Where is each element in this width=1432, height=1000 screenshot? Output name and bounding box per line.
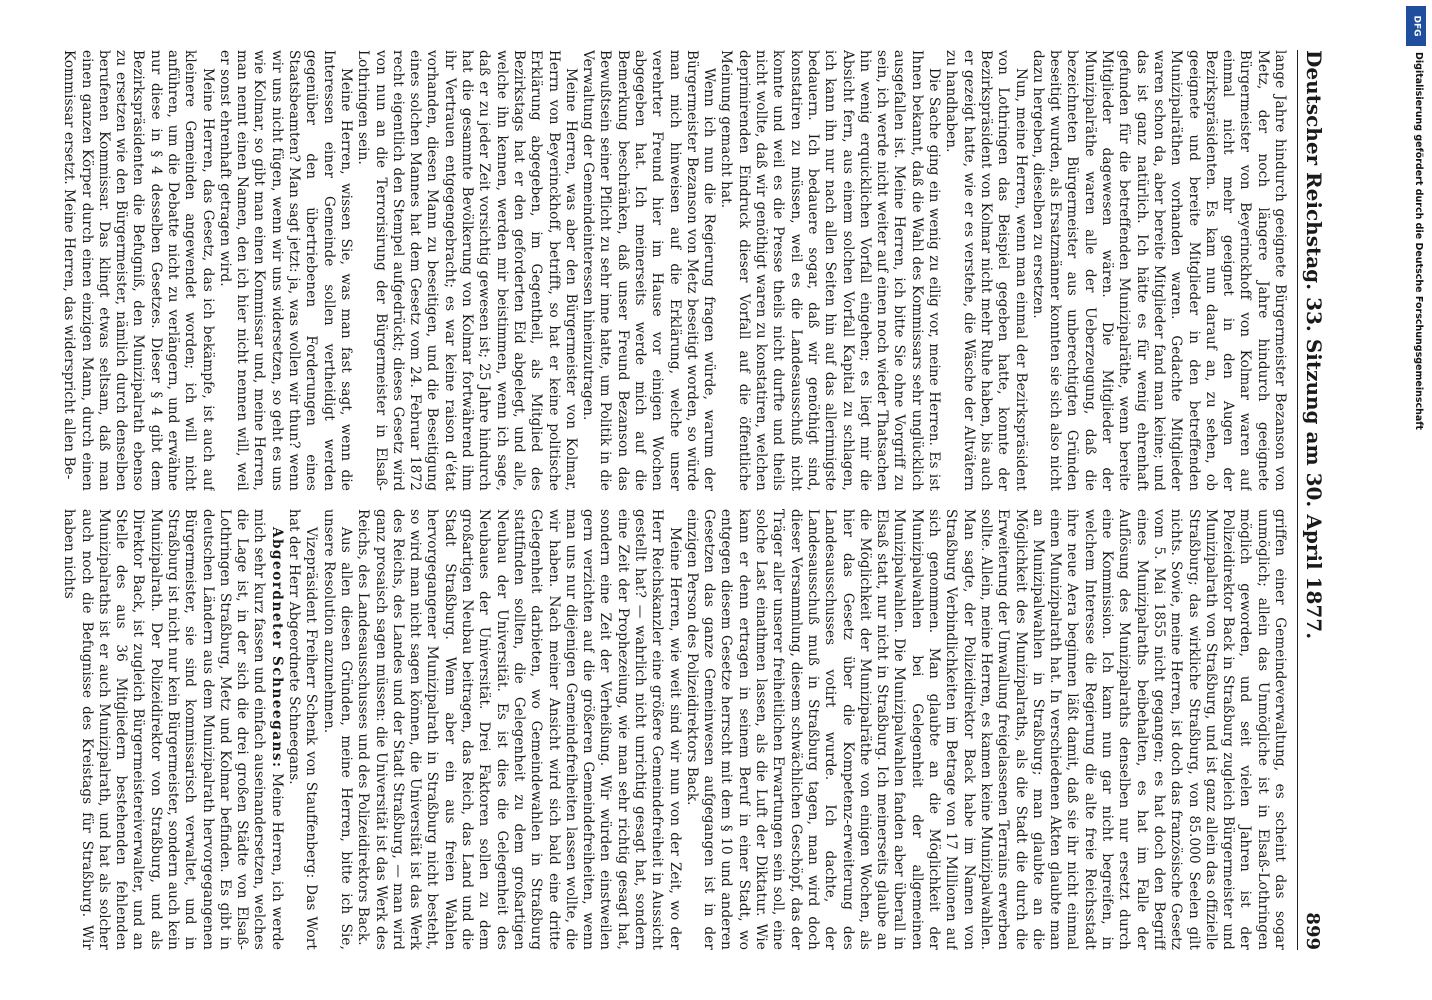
running-title: Deutscher Reichstag. 33. Sitzung am 30. April 1877. xyxy=(1302,50,1326,640)
paragraph: griffen einer Gemeindeverwaltung, es scheint das sogar unmöglich; allein das Unmögliche ist in Elsaß-Lothringen möglich geworden, und seit vielen Jahren ist der Polizeidirektor Back in Straßburg zugleich Bürgermeister und Munizipalrath von Straßburg, und ist ganz allein das offizielle Straßburg; das wirkliche Straßburg, von 85.000 Seelen gilt nichts. Sowie, meine Herren, ist doch das französische Gesetz vom 5. Mai 1855 nicht gegangen; es hat doch den Begriff eines Munizipalraths beibehalten, es hat im Falle der Auflösung des Munizipalraths denselben nur ersetzt durch eine Kommission. Ich kann nun gar nicht begreifen, in welchem Interesse die Regierung die alte freie Reichsstadt ihre neue Aera beginnen läßt damit, daß sie ihr nicht einmal einen Munizipalrath hat. In verschiedenen Akten glaubte man an Munizipalwahlen in Straßburg; man glaubte an die Möglichkeit des Munizipalraths, als die Stadt die durch die Erweiterung der Umwallung freigelassenen Terrains erwerben sollte. Allein, meine Herren, es kamen keine Munizipalwahlen. Man sagte, der Polizeidirektor Back habe im Namen von Straßburg Verbindlichkeiten im Betrage von 17 Millionen auf sich genommen. Man glaubte an die Möglichkeit der Munizipalwahlen bei Gelegenheit der allgemeinen Munizipalwahlen. Die Munizipalwahlen fanden aber überall in Elsaß statt, nur nicht in Straßburg. Ich meinerseits glaube an die Möglichkeit der Munizipalräthe von einigen Wochen, als hier das Gesetz über die Kompetenz-erweiterung des Landesausschusses votirt wurde. Ich dachte, der Landesausschuß muß in Straßburg tagen, man wird doch dieser Versammlung, diesem schwächlichen Geschöpf, das der Träger aller unserer freiheitlichen Erwartungen sein soll, eine solche Last einathmen lassen, als die Luft der Diktatur. Wie kann er denn ertragen in seinem Beruf in einer Stadt, wo entgegen diesem Gesetze herrscht mit dem § 10 und anderen Gesetzen das ganze Gemeinwesen aufgegangen ist in der einzigen Person des Polizeidirektors Back. xyxy=(683,509,1288,950)
paragraph: Meine Herren, das Gesetz, das ich bekämpfe, ist auch auf kleinere Gemeinden angewendet worden; ich will nicht anführen, um die Debatte nicht zu verlängern, und erwähne nur diese in § 4 desselben Gesetzes. Dieser § 4 gibt dem Bezirkspräsidenten die Befugniß, den Munizipalrath ebenso zu ersetzen wie den Bürgermeister, nämlich durch denselben berufenen Kommissar. Das klingt etwas seltsam, daß man einen ganzen Körper durch einen einzigen Mann, durch einen Kommissar ersetzt. Meine Herren, das widerspricht allen Be- xyxy=(61,50,216,491)
speaker-paragraph xyxy=(60,509,285,950)
president-statement: Vizepräsident Freiherr Schenk von Stauffenberg: Das Wort hat der Herr Abgeordnete Schneegans. xyxy=(286,509,320,950)
paragraph: Meine Herren, wissen Sie, was man fast sagt, wenn die Interessen einer Gemeinde sollen vertheidigt werden gegenüber den übertriebenen Forderungen eines Staatsbeamten? Man sagt jetzt: ja, was wollen wir thun? wenn wir uns nicht fügen, wenn wir uns widersetzen, so geht es uns wie Kolmar, so gibt man einen Kommissar und, meine Herren, man nennt einen Namen, den ich hier nicht nennen will, weil er sonst ehrenhaft getragen wird. xyxy=(216,50,354,491)
paragraph: lange Jahre hindurch geeignete Bürgermeister Bezanson von Metz, der noch längere Jahre hindurch geeignete Bürgermeister von Beyerinckhoff von Kolmar waren auf einmal nicht mehr geeignet in den Augen der Bezirkspräsidenten. Es kam nun darauf an, zu sehen, ob geeignete und bereite Mitglieder in den betreffenden Munizipalräthen vorhanden waren. Gedachte Mitglieder waren schon da, aber bereite Mitglieder fand man keine; und das ist ganz natürlich. Ich hätte es für wenig ehrenhaft gefunden für die betreffenden Munizipalräthe, wenn bereite Mitglieder dagewesen wären. Die Mitglieder der Munizipalräthe waren alle der Ueberzeugung, daß die bezeichneten Bürgermeister aus unberechtigten Gründen beseitigt wurden, als Ersatzmänner konnten sie sich also nicht dazu hergeben, dieselben zu ersetzen. xyxy=(1029,50,1288,491)
right-column xyxy=(6,509,1288,950)
page-header xyxy=(1297,50,1330,950)
paragraph: Meine Herren, was aber den Bürgermeister von Kolmar, Herrn von Beyerinckhoff, betrifft, so hat er keine politische Erklärung abgegeben, im Gegentheil, als Mitglied des Bezirkstags hat er den geforderten Eid abgelegt, und alle, welche ihn kennen, werden mir beistimmen, wenn ich sage, daß er zu jeder Zeit vorsichtig gewesen ist; 25 Jahre hindurch hat die gesammte Bevölkerung von Kolmar fortwährend ihm ihr Vertrauen entgegengebracht; es war keine raison d'état vorhanden, diesen Mann zu beseitigen, und die Beseitigung eines solchen Mannes hat dem Gesetz vom 24. Februar 1872 recht eigentlich den Stempel aufgedrückt; dieses Gesetz wird von nun an die Terrorisirung der Bürgermeister in Elsaß-Lothringen sein. xyxy=(355,50,579,491)
paragraph: Nun, meine Herren, wenn man einmal der Bezirkspräsident von Lothringen das Beispiel gegeben hatte, konnte der Bezirkspräsident von Kolmar nicht mehr Ruhe haben, bis auch er gezeigt hatte, wie er es verstehe, die Wäsche der Altvätern zu handhaben. xyxy=(943,50,1029,491)
left-column xyxy=(6,50,1288,491)
paragraph: Die Sache ging ein wenig zu eilig vor, meine Herren. Es ist Ihnen bekannt, daß die Wahl des Kommissars sehr unglücklich ausgefallen ist. Meine Herren, ich bitte Sie ohne Vorgriff zu sein, ich werde nicht weiter auf einen noch wieder Thatsachen hin wenig erquicklichen Vorfall eingehen; es liegt mir die Absicht fern, aus einem solchen Vorfall Kapital zu schlagen, ich kann ihn nur nach allen Seiten hin auf das allerinnigste bedauern. Ich bedauere sogar, daß wir genöthigt sind, konstatiren zu müssen, weil es die Landesausschuß nicht konnte und weil es die Presse theils nicht durfte und theils nicht wollte, daß wir genöthigt waren zu konstatiren, welchen deprimirenden Eindruck dieser Vorfall auf die öffentliche Meinung gemacht hat. xyxy=(718,50,943,491)
dfg-credit: Digitalisierung gefördert durch die Deutsche Forschungsgemeinschaft xyxy=(1413,52,1424,430)
dfg-watermark xyxy=(1404,2,1430,998)
paragraph: Meine Herren, wie weit sind wir nun von der Zeit, wo der Herr Reichskanzler eine größere Gemeindefreiheit in Aussicht gestellt hat? — wahrlich nicht unrichtig gesagt hat, sondern eine Zeit der Prophezeiung, wie man sehr richtig gesagt hat, sondern eine Zeit der Verheißung. Wir würden einstweilen gern verzichten auf die größeren Gemeindefreiheiten, wenn man uns nur diejenigen Gemeindefreiheiten lassen wollte, die wir haben. Nach meiner Ansicht wird sich bald eine dritte Gelegenheit darbieten, wo Gemeindewahlen in Straßburg stattfinden sollten, die Gelegenheit zu dem großartigen Neubau der Universität. Es ist dies die Gelegenheit des Neubaues der Universität. Drei Faktoren sollen zu dem großartigen Neubau beitragen, das Reich, das Land und die Stadt Straßburg. Wenn aber ein aus freien Wahlen hervorgegangener Munizipalrath in Straßburg nicht besteht, so wird man nicht sagen können, die Universität ist das Werk des Reichs, des Landes und der Stadt Straßburg, — man wird ganz prosaisch sagen müssen: die Universität ist das Werk des Reichs, des Landesausschusses und des Polizeidirektors Back. xyxy=(355,509,683,950)
paragraph: Aus allen diesen Gründen, meine Herren, bitte ich Sie, unsere Resolution anzunehmen. xyxy=(320,509,354,950)
page-number: 899 xyxy=(1302,912,1323,950)
document-page xyxy=(0,40,1330,960)
text-columns xyxy=(6,50,1288,950)
dfg-logo: DFG xyxy=(1406,6,1426,46)
speaker-name: Abgeordneter Schneegans: xyxy=(268,527,285,769)
paragraph: Wenn ich nun die Regierung fragen würde, warum der Bürgermeister Bezanson von Metz beseitigt worden, so würde man mich hinweisen auf die Erklärung, welche unser verehrter Freund hier im Hause vor einigen Wochen abgegeben hat. Ich meinerseits werde mich auf die Bemerkung beschränken, daß unser Freund Bezanson das Bewußtsein seiner Pflicht zu sehr inne hatte, um Politik in die Verwaltung der Gemeindeinteressen hineinzutragen. xyxy=(580,50,718,491)
speaker-text: Meine Herren, ich werde mich sehr kurz fassen und einfach auseinandersetzen, welches die Lage ist, in der sich die drei großen Städte von Elsaß-Lothringen Straßburg, Metz und Kolmar befinden. Es gibt in deutschen Ländern aus dem Munizipalrath hervorgegangenen Bürgermeister, sie sind kommissarisch verwaltet, und in Straßburg ist nicht nur kein Bürgermeister, sondern auch kein Munizipalrath. Der Polizeidirektor von Straßburg, und als Direktor Back, ist zugleich Bürgermeistereiverwalter, und an Stelle des aus 36 Mitgliedern bestehenden fehlenden Munizipalraths ist er auch Munizipalrath, und hat als solcher auch noch die Befugnisse des Kreistags für Straßburg. Wir haben nichts xyxy=(61,509,285,950)
